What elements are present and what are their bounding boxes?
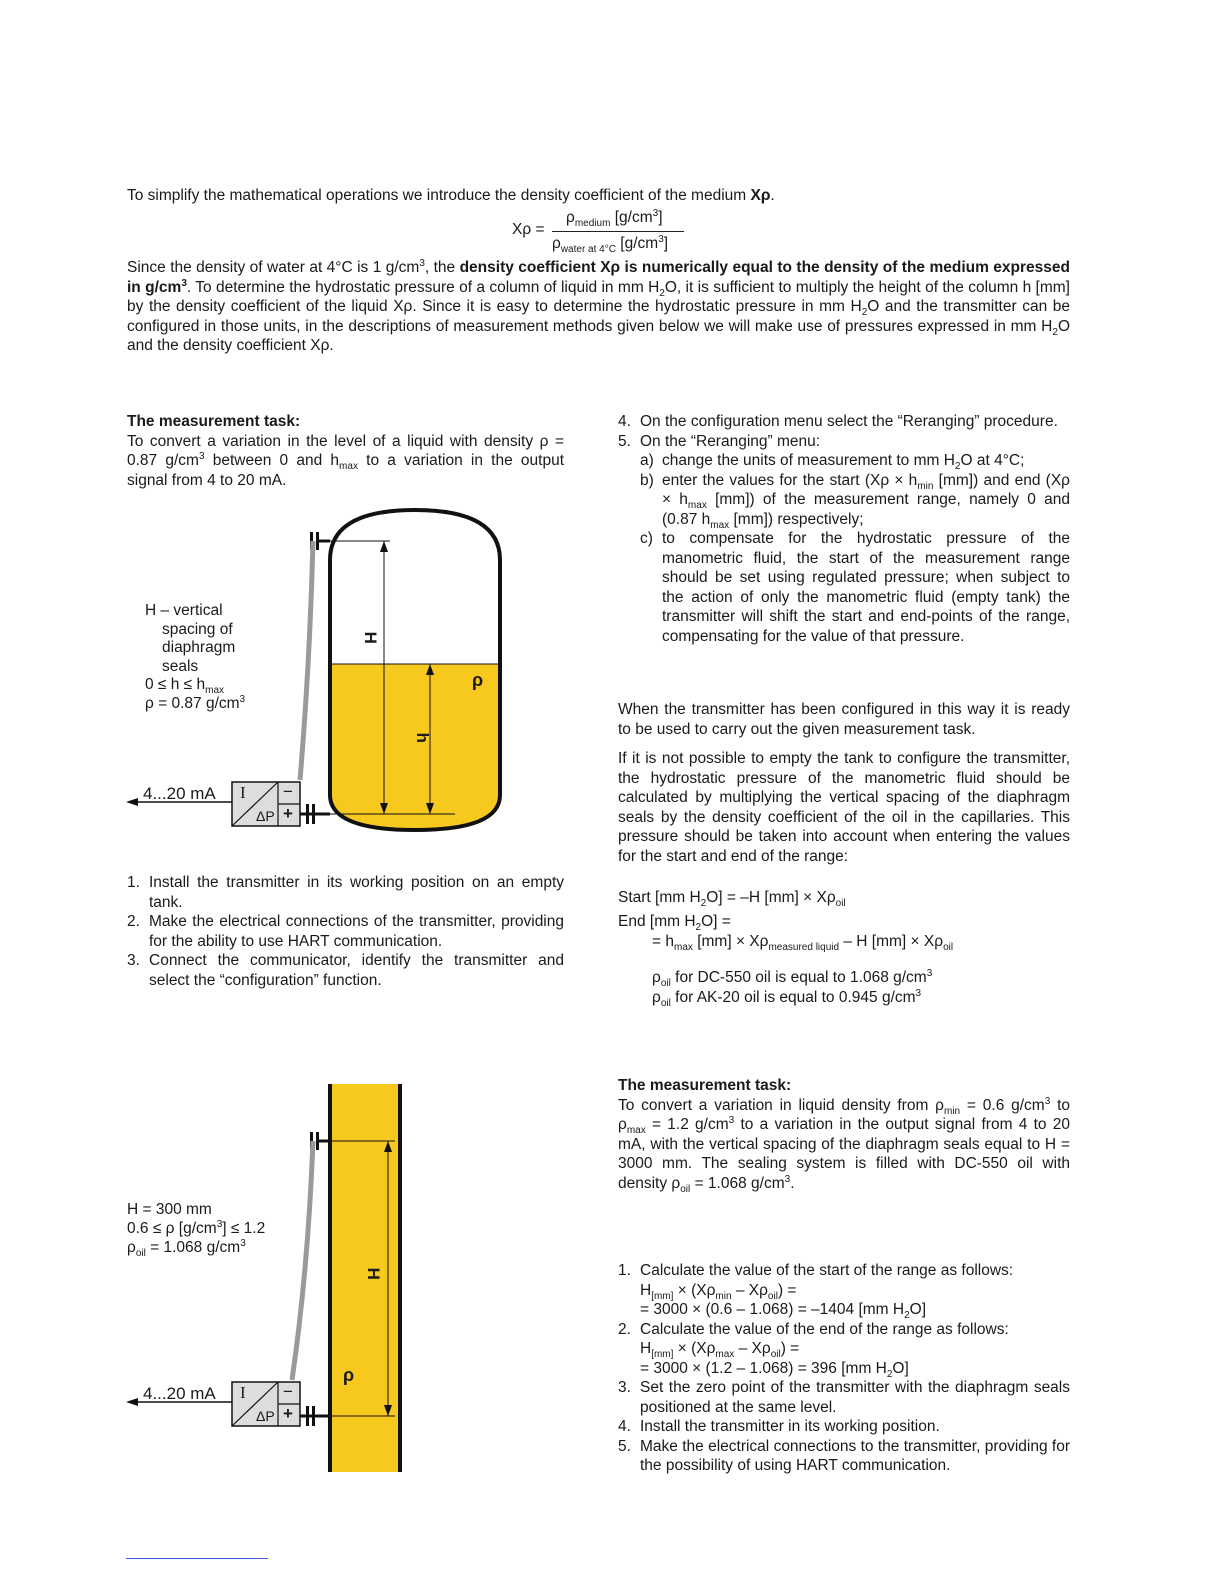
- list-item: 5. Make the electrical connections to the transmitter, providing for the possibility of using HART communication.: [618, 1437, 1070, 1474]
- list-item: 5. On the “Reranging” menu: a) change the units of measurement to mm $H_2O$ at 4°C; b) enter the values for the start ($X\rho \times h_{min}$ [mm]) and end ($X\rho \times h_{max}$ [mm]) of the measurement range, namely 0 and (0.87 $h_{max}$ [mm]) respectively; c) to compensate for the hydrostatic pressure of the manometric fluid, the start of the measurement range should be set using regulated pressure; when subject to the action of only the manometric fluid (empty tank) the transmitter will shift the start and end-points of the range, compensating for the value of that pressure.: [618, 432, 1070, 645]
- steps2-list: [618, 1261, 1070, 1476]
- fig2-H-label: H: [363, 1267, 383, 1280]
- xrho-symbol: Xρ: [750, 187, 771, 204]
- list-item: 1. Calculate the value of the start of the range as follows: $H_{[mm]} \times (X\rho_{min} - X\rho_{oil})$ = = 3000 × (0.6 – 1.068) = –1404 [mm $H_2O$]: [618, 1262, 1014, 1322]
- fig1-rho-label: ρ: [472, 670, 484, 690]
- density-formula: Xρ = $\rho_{medium}$ $[g/cm^3]$ $\rho_{water at 4^\circ C}$ $[g/cm^3]$: [512, 206, 692, 256]
- fig2-legend: H = 300 mm 0.6 ≤ ρ $[g/cm^3] \le 1.2$ $\rho_{oil} = 1.068$ $g/cm^3$: [127, 1201, 266, 1260]
- sublist-item: a) change the units of measurement to mm $H_2O$ at 4°C;: [640, 452, 1025, 473]
- task2-block: The measurement task: To convert a variation in liquid density from $\rho_{min} = 0.6$ $g/cm^3$ to $\rho_{max} = 1.2$ $g/cm^3$ to a variation in the output signal from 4 to 20 mA, with the vertical spacing of the diaphragm seals equal to H = 3000 mm. The sealing system is filled with DC-550 oil with density $\rho_{oil} = 1.068$ $g/cm^3$.: [618, 1077, 1071, 1195]
- start-formula: Start [mm $H_2O] = -H$ $[mm] \times X\rho_{oil}$: [618, 889, 846, 910]
- capillary: [292, 1141, 313, 1380]
- steps-left-list: [127, 873, 564, 990]
- task1-heading: The measurement task:: [127, 413, 301, 430]
- capillary: [300, 541, 313, 780]
- sublist-item: b) enter the values for the start ($X\rho \times h_{min}$ [mm]) and end ($X\rho \times h_{max}$ [mm]) of the measurement range, namely 0 and (0.87 $h_{max}$ [mm]) respectively;: [640, 471, 1070, 531]
- list-item: 1. Install the transmitter in its working position on an empty tank.: [127, 874, 564, 911]
- fig1-H-label: H: [360, 631, 380, 644]
- intro-paragraph: Since the density of water at 4°C is 1 $g/cm^3$, the density coefficient Xρ is numerically equal to the density of the medium expressed in $g/cm^3$. To determine the hydrostatic pressure of a column of liquid in mm $H_2O$, it is sufficient to multiply the height of the column h [mm] by the density coefficient of the liquid Xρ. Since it is easy to determine the hydrostatic pressure in mm $H_2O$ and the transmitter can be configured in those units, in the descriptions of measurement methods given below we will make use of pressures expressed in mm $H_2O$ and the density coefficient Xρ.: [127, 257, 1071, 354]
- fig2-minus: −: [283, 1382, 293, 1401]
- fig2-plus: +: [283, 1404, 293, 1423]
- task2-heading: The measurement task:: [618, 1077, 792, 1094]
- fig2-signal-label: 4...20 mA: [143, 1384, 216, 1403]
- intro-line: To simplify the mathematical operations we introduce the density coefficient of the medium Xρ.: [127, 187, 775, 204]
- end-formula: End [mm $H_2O$] =: [618, 913, 731, 934]
- list-item: 3. Set the zero point of the transmitter with the diaphragm seals positioned at the same level.: [618, 1379, 1070, 1416]
- list-item: 2. Calculate the value of the end of the range as follows: $H_{[mm]} \times (X\rho_{max} - X\rho_{oil})$ = = 3000 × (1.2 – 1.068) = 396 [mm $H_2O$]: [618, 1320, 1009, 1380]
- empty-tank-paragraph: If it is not possible to empty the tank to configure the transmitter, the hydrostatic pressure of the manometric fluid should be calculated by multiplying the vertical spacing of the diaphragm seals by the density coefficient of the oil in the capillaries. This pressure should be taken into account when entering the values for the start and end of the range:: [618, 750, 1070, 865]
- oil-density-ak20: $\rho_{oil}$ for AK-20 oil is equal to 0.945 $g/cm^3$: [652, 987, 922, 1010]
- fraction-bar: [552, 231, 684, 232]
- fig2-dP: ΔP: [256, 1408, 275, 1424]
- fig1-h-label: h: [412, 732, 432, 743]
- fig1-legend: H – vertical spacing of diaphragm seals $0 \le h \le h_{max}$ ρ = 0.87 $g/cm^3$: [145, 602, 246, 712]
- fig1-dP: ΔP: [256, 808, 275, 824]
- fig1-plus: +: [283, 804, 293, 823]
- fig1-signal-label: 4...20 mA: [143, 784, 216, 803]
- task1-block: The measurement task: To convert a variation in the level of a liquid with density ρ = 0.87 $g/cm^3$ between 0 and $h_{max}$ to a variation in the output signal from 4 to 20 mA.: [127, 413, 564, 489]
- list-item: 4. Install the transmitter in its working position.: [618, 1418, 940, 1435]
- footer-rule: [126, 1558, 268, 1559]
- steps-right-list: [618, 412, 1070, 646]
- fig2-rho-label: ρ: [343, 1365, 355, 1385]
- sublist-item: c) to compensate for the hydrostatic pressure of the manometric fluid, the start of the measurement range should be set using regulated pressure; when subject to the action of only the manometric fluid (empty tank) the transmitter will shift the start and end-points of the range, compensating for the value of that pressure.: [640, 530, 1070, 645]
- end-formula-expr: = $h_{max}$ $[mm] \times X\rho_{measured liquid} - H$ $[mm] \times X\rho_{oil}$: [652, 933, 954, 954]
- oil-density-dc550: $\rho_{oil}$ for DC-550 oil is equal to 1.068 $g/cm^3$: [652, 967, 933, 990]
- config-paragraph: When the transmitter has been configured in this way it is ready to be used to carry out the given measurement task.: [618, 701, 1070, 738]
- list-item: 4. On the configuration menu select the “Reranging” procedure.: [618, 413, 1058, 430]
- list-item: 3. Connect the communicator, identify the transmitter and select the “configuration” function.: [127, 952, 564, 989]
- fig1-I: I: [240, 783, 246, 802]
- fig2-I: I: [240, 1383, 246, 1402]
- list-item: 2. Make the electrical connections of the transmitter, providing for the ability to use HART communication.: [127, 913, 564, 950]
- fig1-minus: −: [283, 782, 293, 801]
